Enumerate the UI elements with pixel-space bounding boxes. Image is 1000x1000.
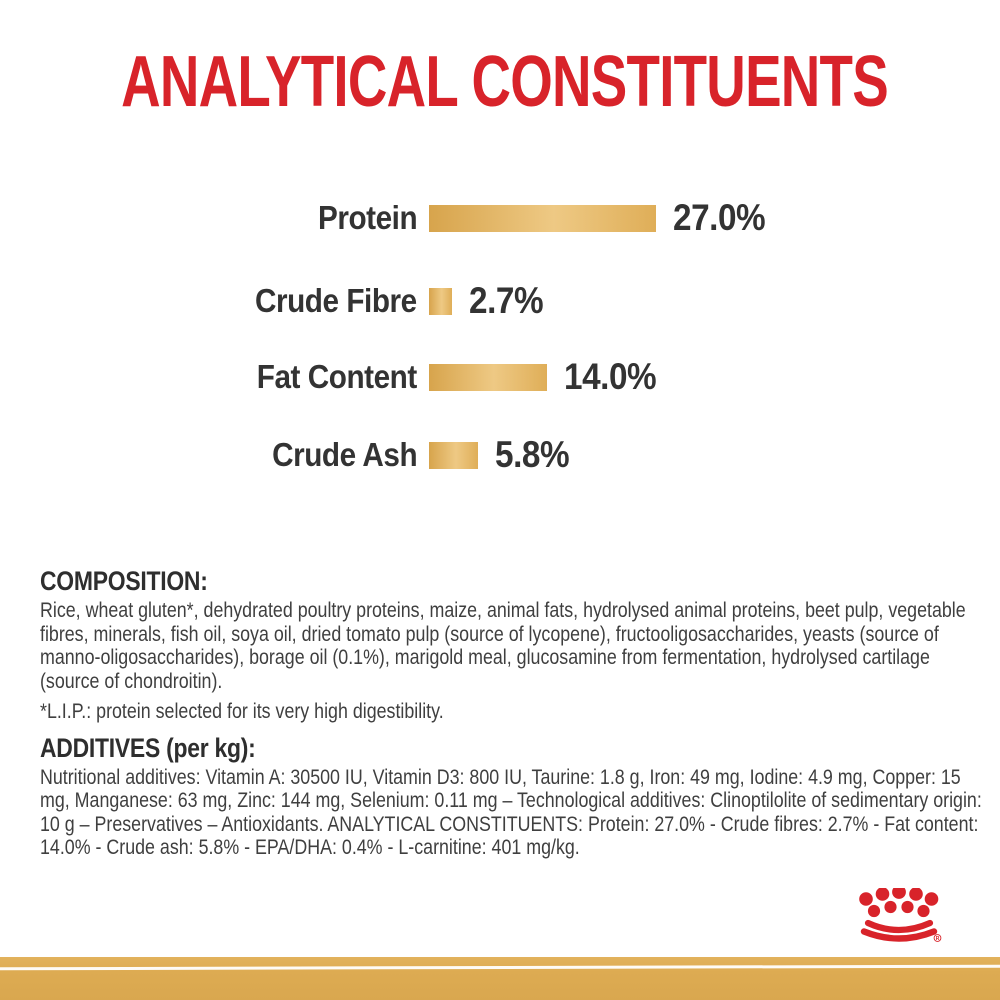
chart-row-fat-content [0, 356, 666, 397]
page-title [0, 42, 1000, 122]
composition-body: Rice, wheat gluten*, dehydrated poultry proteins, maize, animal fats, hydrolysed animal proteins, beet pulp, vegetable fibres, minerals, fish oil, soya oil, dried tomato pulp (source of lycopene), fructooligosaccharides, yeasts (source of manno-oligosaccharides), borage oil (0.1%), marigold meal, glucosamine from fermentation, hydrolysed cartilage (source of chondroitin). [40, 599, 966, 693]
bar-crude-ash [429, 442, 478, 469]
page-title-text: ANALYTICAL CONSTITUENTS [121, 42, 888, 122]
additives-body: Nutritional additives: Vitamin A: 30500 IU, Vitamin D3: 800 IU, Taurine: 1.8 g, Iron: 49 mg, Iodine: 4.9 mg, Copper: 15 mg, Manganese: 63 mg, Zinc: 144 mg, Selenium: 0.11 mg – Technological additives: Clinoptilolite of sedimentary origin: 10 g – Preservatives – Antioxidants. ANALYTICAL CONSTITUENTS: Protein: 27.0% - Crude fibres: 2.7% - Fat content: 14.0% - Crude ash: 5.8% - EPA/DHA: 0.4% - L-carnitine: 401 mg/kg. [40, 765, 982, 859]
bar-label: Crude Ash [271, 436, 417, 473]
ingredients-section [40, 566, 984, 860]
bar-value: 2.7% [469, 280, 544, 321]
bar-fat-content [429, 364, 547, 391]
chart-row-protein [0, 197, 775, 238]
bar-value: 27.0% [673, 197, 766, 238]
bar-crude-fibre [429, 288, 452, 315]
bar-protein [429, 205, 656, 232]
bar-label: Crude Fibre [255, 282, 417, 319]
composition-heading: COMPOSITION: [40, 566, 208, 596]
bar-value: 5.8% [495, 434, 570, 475]
additives-heading: ADDITIVES (per kg): [40, 732, 256, 763]
chart-row-crude-fibre [0, 280, 551, 321]
bar-value: 14.0% [564, 356, 657, 397]
royal-canin-crown-logo [856, 888, 948, 950]
svg-text:R: R [935, 935, 940, 942]
gold-footer-band [0, 957, 1000, 1000]
bar-label: Protein [317, 199, 417, 236]
lip-footnote: *L.I.P.: protein selected for its very high digestibility. [40, 700, 444, 723]
brush-stroke-highlight [0, 965, 1000, 971]
chart-row-crude-ash [0, 434, 577, 475]
bar-label: Fat Content [256, 358, 417, 395]
crown-upper-arc [868, 923, 930, 930]
